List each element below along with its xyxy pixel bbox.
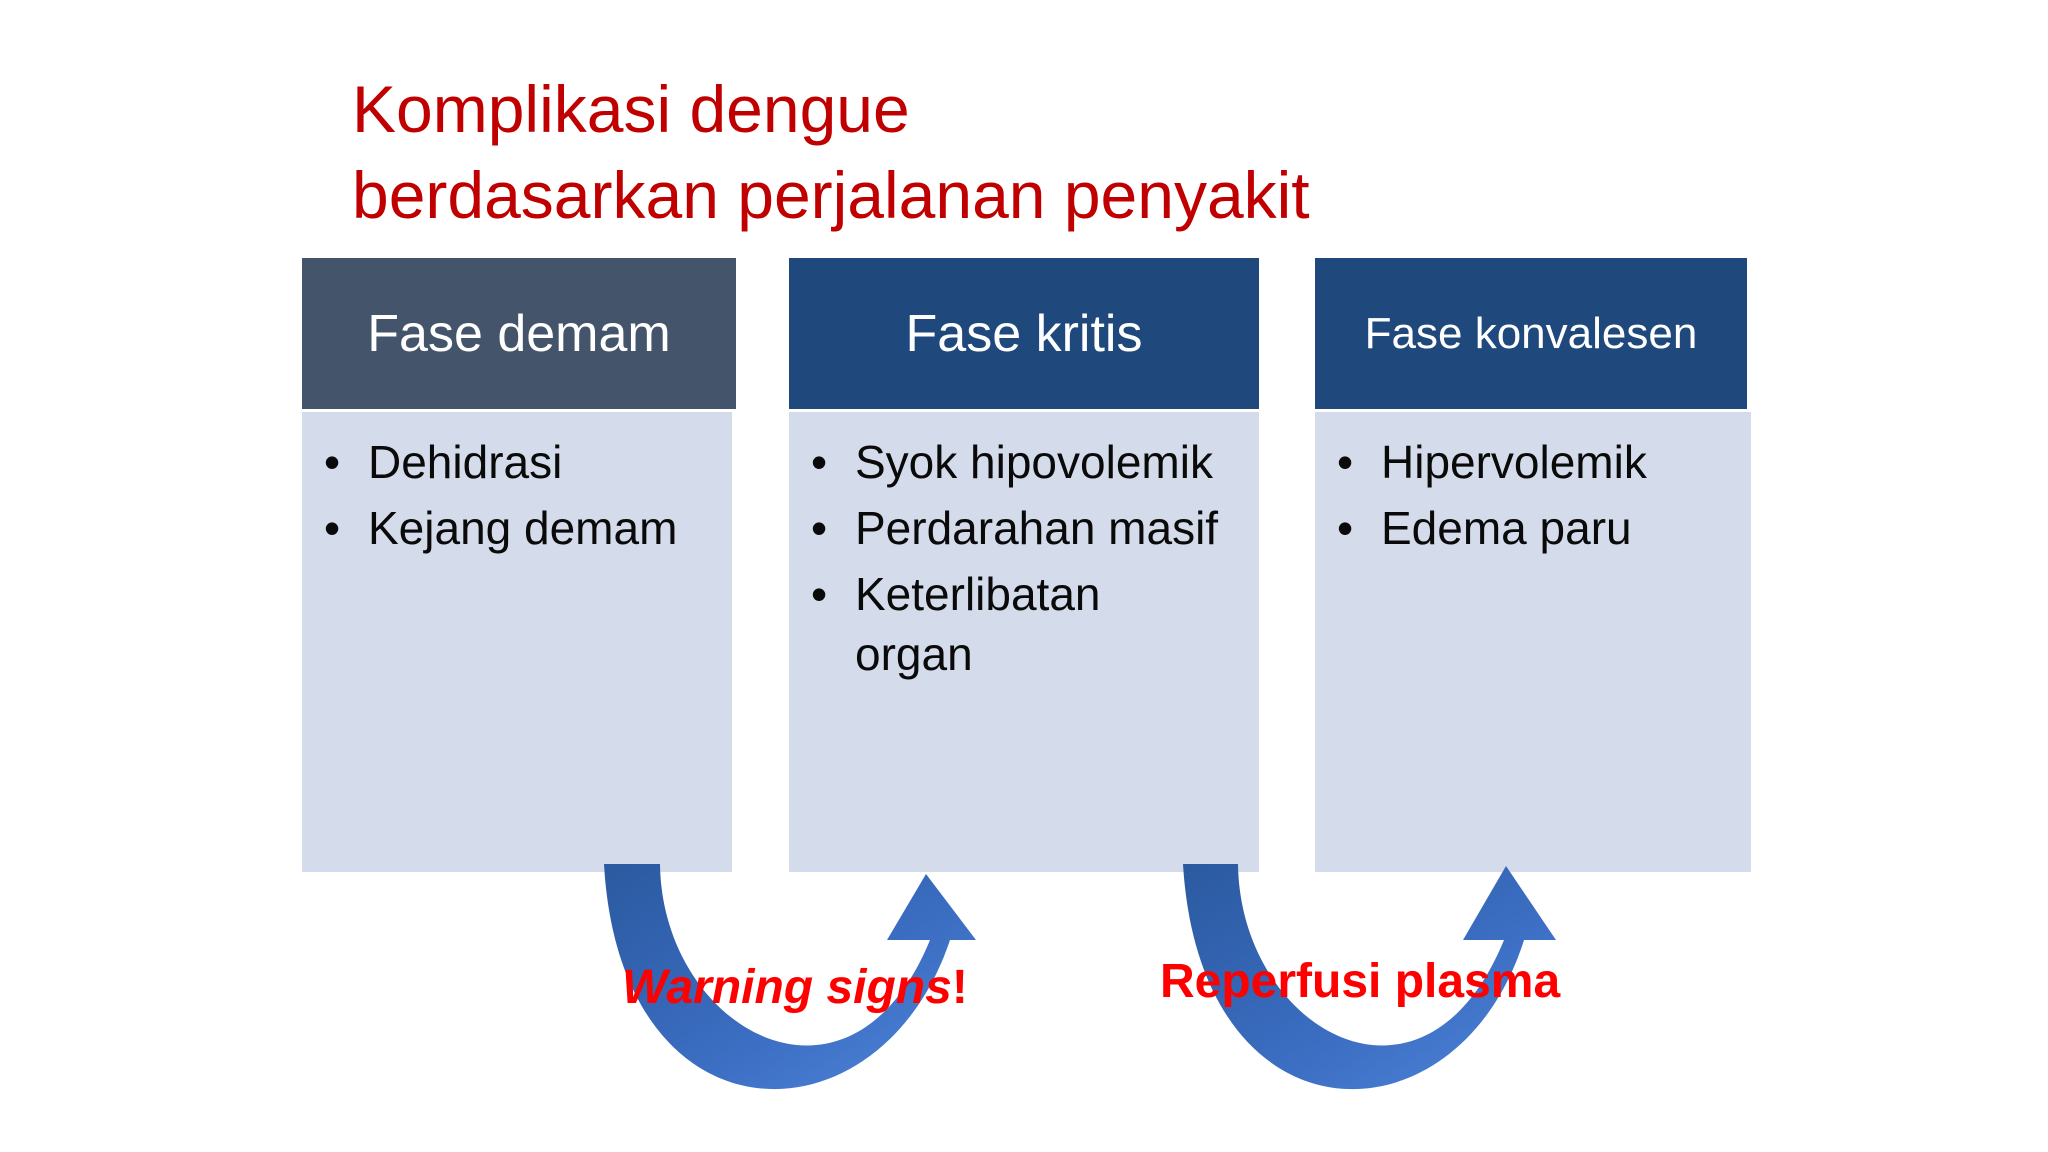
bullet: • bbox=[1337, 436, 1354, 488]
title-line-2: berdasarkan perjalanan penyakit bbox=[352, 158, 1310, 232]
bullet: • bbox=[811, 568, 828, 620]
list-item: • Edema paru bbox=[1337, 498, 1741, 558]
list-item: • Perdarahan masif bbox=[811, 498, 1249, 558]
bullet: • bbox=[324, 502, 341, 554]
bullet: • bbox=[1337, 502, 1354, 554]
phase-demam-title: Fase demam bbox=[367, 304, 671, 363]
list-item: • Keterlibatan organ bbox=[811, 564, 1155, 684]
list-item: • Syok hipovolemik bbox=[811, 432, 1249, 492]
warning-signs-text: Warning signs bbox=[622, 961, 952, 1014]
reperfusi-plasma-text: Reperfusi plasma bbox=[1160, 955, 1561, 1008]
list-item: • Hipervolemik bbox=[1337, 432, 1741, 492]
warning-signs-label bbox=[622, 960, 968, 1015]
bullet: • bbox=[811, 502, 828, 554]
list-item: • Kejang demam bbox=[324, 498, 722, 558]
bullet: • bbox=[811, 436, 828, 488]
title-line-1: Komplikasi dengue bbox=[352, 72, 910, 146]
phase-kritis-title: Fase kritis bbox=[905, 304, 1143, 363]
reperfusi-plasma-label bbox=[1160, 954, 1560, 1009]
list-item: • Dehidrasi bbox=[324, 432, 722, 492]
phase-konvalesen-title: Fase konvalesen bbox=[1364, 308, 1698, 358]
warning-signs-exclamation: ! bbox=[951, 961, 968, 1014]
bullet: • bbox=[324, 436, 341, 488]
